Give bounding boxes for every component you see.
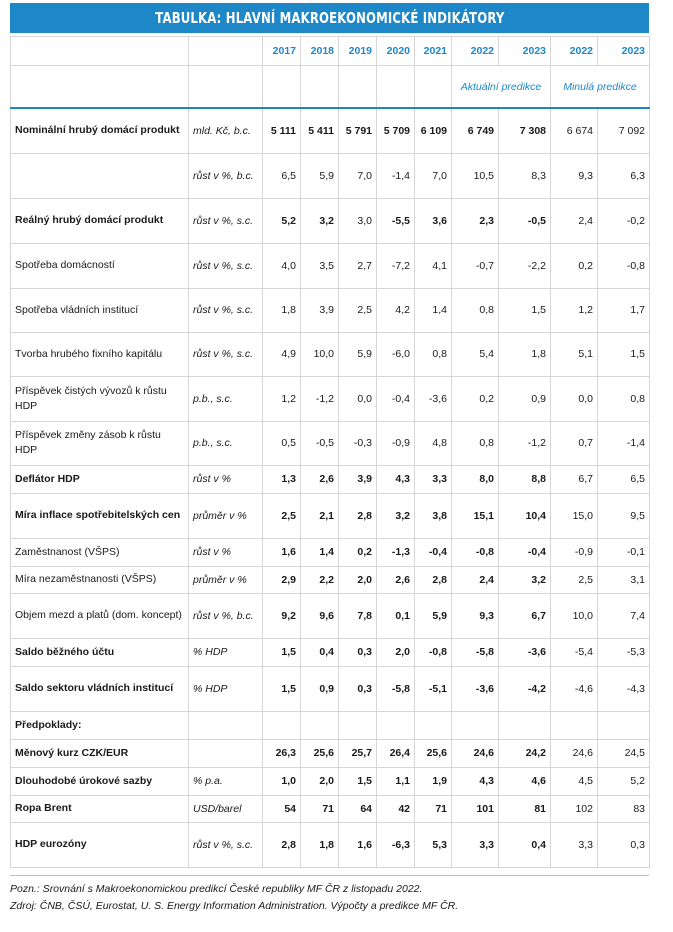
value-cell: 0,5 bbox=[263, 421, 301, 465]
blank-cell bbox=[11, 66, 189, 109]
value-cell: 1,5 bbox=[263, 638, 301, 666]
value-cell: 0,2 bbox=[339, 538, 377, 566]
value-cell: 1,3 bbox=[263, 465, 301, 493]
value-cell bbox=[339, 711, 377, 739]
row-label: Měnový kurz CZK/EUR bbox=[11, 739, 189, 767]
value-cell: 1,2 bbox=[551, 288, 598, 332]
value-cell: 71 bbox=[415, 795, 452, 822]
value-cell bbox=[377, 711, 415, 739]
value-cell: 0,1 bbox=[377, 593, 415, 638]
row-label: Zaměstnanost (VŠPS) bbox=[11, 538, 189, 566]
macro-indicators-table bbox=[10, 36, 650, 868]
table-row bbox=[11, 108, 650, 153]
table-title: TABULKA: HLAVNÍ MAKROEKONOMICKÉ INDIKÁTORY bbox=[154, 9, 505, 27]
value-cell: -5,4 bbox=[551, 638, 598, 666]
value-cell: 3,9 bbox=[301, 288, 339, 332]
value-cell: 5,2 bbox=[598, 767, 650, 795]
row-unit: růst v %, s.c. bbox=[189, 198, 263, 243]
row-label: Saldo sektoru vládních institucí bbox=[11, 666, 189, 711]
value-cell: 5,1 bbox=[551, 332, 598, 376]
value-cell: -7,2 bbox=[377, 243, 415, 288]
value-cell: -6,0 bbox=[377, 332, 415, 376]
value-cell: 2,4 bbox=[551, 198, 598, 243]
value-cell: -0,1 bbox=[598, 538, 650, 566]
row-unit: růst v % bbox=[189, 465, 263, 493]
year-header: 2023 bbox=[598, 37, 650, 66]
table-row bbox=[11, 288, 650, 332]
value-cell: 1,0 bbox=[263, 767, 301, 795]
value-cell: 26,3 bbox=[263, 739, 301, 767]
value-cell: 3,2 bbox=[377, 493, 415, 538]
row-unit: růst v % bbox=[189, 538, 263, 566]
footnote-note: Pozn.: Srovnání s Makroekonomickou predikcí České republiky MF ČR z listopadu 2022. bbox=[10, 883, 423, 895]
footnote-divider bbox=[10, 875, 649, 876]
value-cell: 7,8 bbox=[339, 593, 377, 638]
value-cell: 1,8 bbox=[499, 332, 551, 376]
value-cell: 83 bbox=[598, 795, 650, 822]
value-cell: 9,6 bbox=[301, 593, 339, 638]
year-header: 2022 bbox=[452, 37, 499, 66]
value-cell: 64 bbox=[339, 795, 377, 822]
value-cell bbox=[263, 711, 301, 739]
table-row bbox=[11, 666, 650, 711]
value-cell: -0,5 bbox=[301, 421, 339, 465]
row-label bbox=[11, 153, 189, 198]
year-header: 2020 bbox=[377, 37, 415, 66]
value-cell: -2,2 bbox=[499, 243, 551, 288]
value-cell: 25,7 bbox=[339, 739, 377, 767]
value-cell: -4,3 bbox=[598, 666, 650, 711]
value-cell: 1,6 bbox=[339, 822, 377, 867]
value-cell: 1,6 bbox=[263, 538, 301, 566]
value-cell: 1,8 bbox=[263, 288, 301, 332]
value-cell: 2,5 bbox=[551, 566, 598, 593]
table-row bbox=[11, 538, 650, 566]
row-label: Příspěvek čistých vývozů k růstu HDP bbox=[11, 376, 189, 421]
blank-cell bbox=[189, 66, 263, 109]
table-row bbox=[11, 243, 650, 288]
value-cell: 0,2 bbox=[551, 243, 598, 288]
value-cell: 2,9 bbox=[263, 566, 301, 593]
value-cell: 0,8 bbox=[415, 332, 452, 376]
value-cell: 5 709 bbox=[377, 108, 415, 153]
blank-cell bbox=[377, 66, 415, 109]
row-unit: USD/barel bbox=[189, 795, 263, 822]
row-label: Spotřeba domácností bbox=[11, 243, 189, 288]
value-cell: 1,8 bbox=[301, 822, 339, 867]
value-cell: 2,5 bbox=[263, 493, 301, 538]
value-cell: -0,7 bbox=[452, 243, 499, 288]
value-cell: -0,4 bbox=[499, 538, 551, 566]
table-row bbox=[11, 376, 650, 421]
value-cell: 4,9 bbox=[263, 332, 301, 376]
row-unit: p.b., s.c. bbox=[189, 376, 263, 421]
year-header: 2021 bbox=[415, 37, 452, 66]
value-cell: 10,4 bbox=[499, 493, 551, 538]
value-cell: 0,3 bbox=[339, 638, 377, 666]
value-cell: 0,8 bbox=[452, 288, 499, 332]
row-label: Příspěvek změny zásob k růstu HDP bbox=[11, 421, 189, 465]
value-cell: 0,4 bbox=[499, 822, 551, 867]
value-cell: -5,3 bbox=[598, 638, 650, 666]
value-cell: 0,9 bbox=[499, 376, 551, 421]
value-cell: 8,3 bbox=[499, 153, 551, 198]
row-unit: mld. Kč, b.c. bbox=[189, 108, 263, 153]
value-cell: 4,3 bbox=[452, 767, 499, 795]
value-cell bbox=[499, 711, 551, 739]
value-cell: 2,0 bbox=[301, 767, 339, 795]
value-cell: 5 411 bbox=[301, 108, 339, 153]
value-cell: 4,8 bbox=[415, 421, 452, 465]
previous-prediction-label: Minulá predikce bbox=[551, 66, 650, 109]
value-cell: 3,5 bbox=[301, 243, 339, 288]
value-cell: 10,0 bbox=[301, 332, 339, 376]
value-cell: 3,3 bbox=[452, 822, 499, 867]
value-cell: 26,4 bbox=[377, 739, 415, 767]
value-cell: 5 791 bbox=[339, 108, 377, 153]
row-label: Objem mezd a platů (dom. koncept) bbox=[11, 593, 189, 638]
value-cell: 3,9 bbox=[339, 465, 377, 493]
value-cell: 0,3 bbox=[339, 666, 377, 711]
row-unit bbox=[189, 739, 263, 767]
value-cell: 4,6 bbox=[499, 767, 551, 795]
row-label: Spotřeba vládních institucí bbox=[11, 288, 189, 332]
blank-cell bbox=[415, 66, 452, 109]
row-unit: růst v %, s.c. bbox=[189, 288, 263, 332]
value-cell: 25,6 bbox=[415, 739, 452, 767]
value-cell: -5,1 bbox=[415, 666, 452, 711]
value-cell: 5,9 bbox=[339, 332, 377, 376]
value-cell: 5,2 bbox=[263, 198, 301, 243]
value-cell: 2,6 bbox=[301, 465, 339, 493]
blank-cell bbox=[301, 66, 339, 109]
value-cell: 24,5 bbox=[598, 739, 650, 767]
value-cell: 0,2 bbox=[452, 376, 499, 421]
table-row bbox=[11, 739, 650, 767]
value-cell: 6 674 bbox=[551, 108, 598, 153]
row-unit: růst v %, b.c. bbox=[189, 153, 263, 198]
value-cell: 2,6 bbox=[377, 566, 415, 593]
value-cell: 1,5 bbox=[598, 332, 650, 376]
value-cell: 2,1 bbox=[301, 493, 339, 538]
year-header: 2023 bbox=[499, 37, 551, 66]
value-cell: 2,2 bbox=[301, 566, 339, 593]
value-cell: 1,4 bbox=[415, 288, 452, 332]
row-unit: % p.a. bbox=[189, 767, 263, 795]
value-cell: -0,9 bbox=[377, 421, 415, 465]
value-cell bbox=[301, 711, 339, 739]
value-cell: 101 bbox=[452, 795, 499, 822]
year-header-row bbox=[11, 37, 650, 66]
value-cell: 9,3 bbox=[452, 593, 499, 638]
blank-cell bbox=[263, 66, 301, 109]
row-unit bbox=[189, 711, 263, 739]
table-row bbox=[11, 153, 650, 198]
value-cell: 3,0 bbox=[339, 198, 377, 243]
value-cell: -0,4 bbox=[415, 538, 452, 566]
row-label: Deflátor HDP bbox=[11, 465, 189, 493]
table-row bbox=[11, 822, 650, 867]
value-cell: 4,0 bbox=[263, 243, 301, 288]
value-cell: -1,3 bbox=[377, 538, 415, 566]
value-cell: 5 111 bbox=[263, 108, 301, 153]
year-header: 2022 bbox=[551, 37, 598, 66]
value-cell: 5,4 bbox=[452, 332, 499, 376]
value-cell: 3,2 bbox=[301, 198, 339, 243]
value-cell: 1,2 bbox=[263, 376, 301, 421]
value-cell: -6,3 bbox=[377, 822, 415, 867]
row-label: Reálný hrubý domácí produkt bbox=[11, 198, 189, 243]
table-row bbox=[11, 198, 650, 243]
value-cell: -0,5 bbox=[499, 198, 551, 243]
row-label: Míra nezaměstnanosti (VŠPS) bbox=[11, 566, 189, 593]
value-cell bbox=[452, 711, 499, 739]
value-cell: 71 bbox=[301, 795, 339, 822]
value-cell: 2,0 bbox=[339, 566, 377, 593]
value-cell: 5,9 bbox=[415, 593, 452, 638]
value-cell: -3,6 bbox=[499, 638, 551, 666]
value-cell: 0,4 bbox=[301, 638, 339, 666]
value-cell: 7,0 bbox=[415, 153, 452, 198]
value-cell: 81 bbox=[499, 795, 551, 822]
table-row bbox=[11, 711, 650, 739]
value-cell: 2,8 bbox=[339, 493, 377, 538]
row-unit: % HDP bbox=[189, 638, 263, 666]
current-prediction-label: Aktuální predikce bbox=[452, 66, 551, 109]
value-cell: 6,3 bbox=[598, 153, 650, 198]
value-cell: 0,0 bbox=[551, 376, 598, 421]
value-cell: 7 308 bbox=[499, 108, 551, 153]
value-cell: 4,2 bbox=[377, 288, 415, 332]
row-unit: růst v %, s.c. bbox=[189, 822, 263, 867]
value-cell: 3,2 bbox=[499, 566, 551, 593]
year-header: 2018 bbox=[301, 37, 339, 66]
value-cell: 7,0 bbox=[339, 153, 377, 198]
row-unit: růst v %, s.c. bbox=[189, 243, 263, 288]
value-cell: 2,8 bbox=[263, 822, 301, 867]
value-cell: 6,7 bbox=[499, 593, 551, 638]
value-cell: -4,6 bbox=[551, 666, 598, 711]
row-unit: růst v %, s.c. bbox=[189, 332, 263, 376]
table-row bbox=[11, 638, 650, 666]
value-cell: 2,5 bbox=[339, 288, 377, 332]
value-cell: -0,8 bbox=[415, 638, 452, 666]
value-cell: 15,1 bbox=[452, 493, 499, 538]
value-cell: 4,1 bbox=[415, 243, 452, 288]
value-cell: -4,2 bbox=[499, 666, 551, 711]
value-cell: 24,6 bbox=[452, 739, 499, 767]
value-cell: 102 bbox=[551, 795, 598, 822]
table-row bbox=[11, 795, 650, 822]
row-label: Ropa Brent bbox=[11, 795, 189, 822]
value-cell: 1,9 bbox=[415, 767, 452, 795]
header-label-cell bbox=[11, 37, 189, 66]
table-row bbox=[11, 332, 650, 376]
value-cell bbox=[598, 711, 650, 739]
row-unit: průměr v % bbox=[189, 493, 263, 538]
value-cell: -0,3 bbox=[339, 421, 377, 465]
value-cell: -5,8 bbox=[377, 666, 415, 711]
table-row bbox=[11, 421, 650, 465]
row-label: Saldo běžného účtu bbox=[11, 638, 189, 666]
value-cell: 24,2 bbox=[499, 739, 551, 767]
row-label: HDP eurozóny bbox=[11, 822, 189, 867]
value-cell: 8,0 bbox=[452, 465, 499, 493]
value-cell: 6,5 bbox=[263, 153, 301, 198]
row-unit: % HDP bbox=[189, 666, 263, 711]
value-cell: 4,5 bbox=[551, 767, 598, 795]
value-cell: 0,3 bbox=[598, 822, 650, 867]
value-cell: 3,3 bbox=[551, 822, 598, 867]
value-cell: 1,5 bbox=[499, 288, 551, 332]
value-cell: 9,2 bbox=[263, 593, 301, 638]
value-cell: 1,4 bbox=[301, 538, 339, 566]
value-cell: 0,9 bbox=[301, 666, 339, 711]
blank-cell bbox=[339, 66, 377, 109]
value-cell: 7 092 bbox=[598, 108, 650, 153]
value-cell: -1,4 bbox=[377, 153, 415, 198]
value-cell: 1,1 bbox=[377, 767, 415, 795]
row-label: Dlouhodobé úrokové sazby bbox=[11, 767, 189, 795]
value-cell: 4,3 bbox=[377, 465, 415, 493]
value-cell: -1,4 bbox=[598, 421, 650, 465]
value-cell: 7,4 bbox=[598, 593, 650, 638]
value-cell: -1,2 bbox=[301, 376, 339, 421]
value-cell: 3,8 bbox=[415, 493, 452, 538]
value-cell: 2,8 bbox=[415, 566, 452, 593]
value-cell: 24,6 bbox=[551, 739, 598, 767]
value-cell: -5,8 bbox=[452, 638, 499, 666]
row-label: Předpoklady: bbox=[11, 711, 189, 739]
value-cell: -0,2 bbox=[598, 198, 650, 243]
value-cell: -1,2 bbox=[499, 421, 551, 465]
row-label: Nominální hrubý domácí produkt bbox=[11, 108, 189, 153]
value-cell: 0,7 bbox=[551, 421, 598, 465]
table-row bbox=[11, 493, 650, 538]
table-row bbox=[11, 767, 650, 795]
value-cell: 3,3 bbox=[415, 465, 452, 493]
row-label: Míra inflace spotřebitelských cen bbox=[11, 493, 189, 538]
value-cell bbox=[415, 711, 452, 739]
value-cell: 6 749 bbox=[452, 108, 499, 153]
value-cell: 15,0 bbox=[551, 493, 598, 538]
value-cell: 8,8 bbox=[499, 465, 551, 493]
value-cell: 6 109 bbox=[415, 108, 452, 153]
value-cell: -3,6 bbox=[415, 376, 452, 421]
value-cell: 0,8 bbox=[452, 421, 499, 465]
value-cell: 6,7 bbox=[551, 465, 598, 493]
table-title-bar bbox=[10, 3, 649, 33]
value-cell: 2,4 bbox=[452, 566, 499, 593]
year-header: 2019 bbox=[339, 37, 377, 66]
value-cell: 42 bbox=[377, 795, 415, 822]
value-cell: 10,5 bbox=[452, 153, 499, 198]
value-cell: -0,8 bbox=[452, 538, 499, 566]
value-cell: 5,9 bbox=[301, 153, 339, 198]
value-cell: -5,5 bbox=[377, 198, 415, 243]
table-row bbox=[11, 566, 650, 593]
value-cell: 9,5 bbox=[598, 493, 650, 538]
value-cell: 5,3 bbox=[415, 822, 452, 867]
value-cell: 1,7 bbox=[598, 288, 650, 332]
value-cell: 3,6 bbox=[415, 198, 452, 243]
value-cell: 2,7 bbox=[339, 243, 377, 288]
header-unit-cell bbox=[189, 37, 263, 66]
prediction-group-row bbox=[11, 66, 650, 109]
value-cell: -0,4 bbox=[377, 376, 415, 421]
value-cell: 10,0 bbox=[551, 593, 598, 638]
value-cell: -0,8 bbox=[598, 243, 650, 288]
value-cell: 6,5 bbox=[598, 465, 650, 493]
row-unit: průměr v % bbox=[189, 566, 263, 593]
value-cell: 0,8 bbox=[598, 376, 650, 421]
row-unit: p.b., s.c. bbox=[189, 421, 263, 465]
table-row bbox=[11, 593, 650, 638]
value-cell bbox=[551, 711, 598, 739]
footnote-source: Zdroj: ČNB, ČSÚ, Eurostat, U. S. Energy Information Administration. Výpočty a predikce MF ČR. bbox=[10, 900, 459, 912]
value-cell: 0,0 bbox=[339, 376, 377, 421]
value-cell: 1,5 bbox=[339, 767, 377, 795]
table-row bbox=[11, 465, 650, 493]
value-cell: 3,1 bbox=[598, 566, 650, 593]
value-cell: 9,3 bbox=[551, 153, 598, 198]
value-cell: 25,6 bbox=[301, 739, 339, 767]
value-cell: -0,9 bbox=[551, 538, 598, 566]
value-cell: 1,5 bbox=[263, 666, 301, 711]
row-unit: růst v %, b.c. bbox=[189, 593, 263, 638]
table-body bbox=[11, 108, 650, 867]
value-cell: 54 bbox=[263, 795, 301, 822]
value-cell: 2,3 bbox=[452, 198, 499, 243]
value-cell: 2,0 bbox=[377, 638, 415, 666]
value-cell: -3,6 bbox=[452, 666, 499, 711]
year-header: 2017 bbox=[263, 37, 301, 66]
row-label: Tvorba hrubého fixního kapitálu bbox=[11, 332, 189, 376]
